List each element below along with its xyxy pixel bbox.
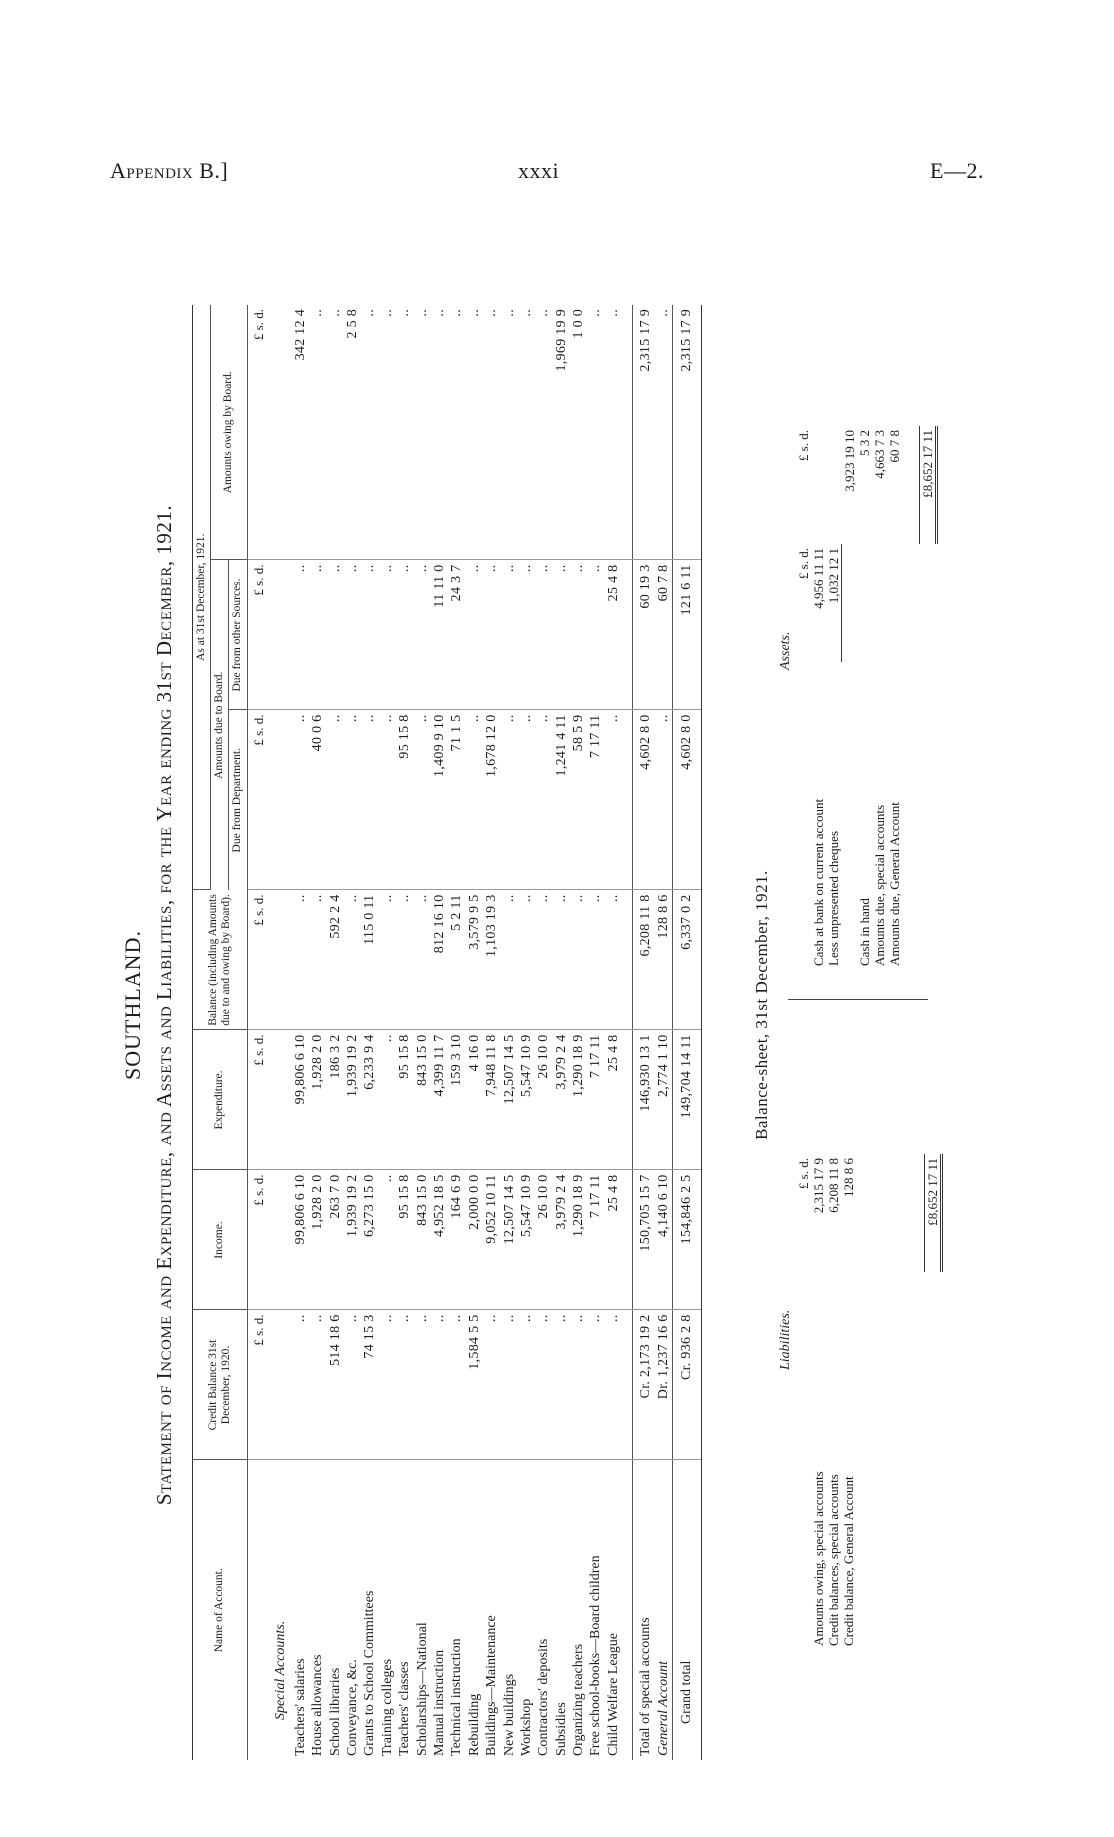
- cell-due-other: ..: [587, 560, 604, 710]
- cell-account-name: Grants to School Committees: [362, 1590, 378, 1756]
- cell-owing: ..: [483, 305, 500, 560]
- assets-heading: Assets.: [778, 631, 793, 670]
- cell-due-dept: ..: [500, 710, 517, 890]
- asset-row: [826, 426, 842, 970]
- cell-credit-balance: ..: [292, 1310, 309, 1460]
- cell-due-other: ..: [413, 560, 430, 710]
- table-row: [570, 305, 587, 1760]
- cell-balance: 1,103 19 3: [483, 890, 500, 1030]
- liability-row: [841, 1154, 856, 1650]
- section-label: Special Accounts.: [273, 1620, 289, 1720]
- cell-balance: 6,337 0 2: [672, 890, 701, 1030]
- cell-due-other: ..: [570, 560, 587, 710]
- cell-due-dept: 1,241 4 11: [553, 710, 570, 890]
- cell-credit-balance: ..: [413, 1310, 430, 1460]
- cell-due-dept: 1,409 9 10: [431, 710, 448, 890]
- cell-expenditure: 1,939 19 2: [344, 1030, 361, 1170]
- table-row: [466, 305, 483, 1760]
- col-as-at: As at 31st December, 1921.: [193, 305, 211, 890]
- cell-credit-balance: Cr. 936 2 8: [672, 1310, 701, 1460]
- cell-owing: ..: [413, 305, 430, 560]
- cell-credit-balance: ..: [587, 1310, 604, 1460]
- cell-balance: ..: [413, 890, 430, 1030]
- units-label: £ s. d.: [247, 890, 270, 1030]
- table-row: [587, 305, 604, 1760]
- cell-account-name: Buildings—Maintenance: [484, 1615, 500, 1756]
- cell-due-other: ..: [518, 560, 535, 710]
- cell-income: 2,000 0 0: [466, 1170, 483, 1310]
- cell-account-name: Workshop: [518, 1698, 534, 1756]
- cell-owing: 2,315 17 9: [633, 305, 655, 560]
- cell-income: 4,952 18 5: [431, 1170, 448, 1310]
- cell-due-dept: ..: [654, 710, 672, 890]
- table-row: [605, 305, 622, 1760]
- col-due-dept: Due from Department.: [229, 710, 247, 890]
- balance-sheet-divider: [788, 999, 928, 1000]
- table-row: [483, 305, 500, 1760]
- cell-owing: 2 5 8: [344, 305, 361, 560]
- cell-expenditure: 1,928 2 0: [309, 1030, 326, 1170]
- cell-balance: 115 0 11: [361, 890, 378, 1030]
- cell-due-dept: ..: [605, 710, 622, 890]
- cell-account-name: Conveyance, &c.: [345, 1659, 361, 1756]
- col-name: Name of Account.: [193, 1460, 248, 1760]
- cell-owing: 1,969 19 9: [553, 305, 570, 560]
- cell-expenditure: 5,547 10 9: [518, 1030, 535, 1170]
- cell-owing: ..: [605, 305, 622, 560]
- cell-account-name: Technical instruction: [449, 1638, 465, 1756]
- cell-owing: ..: [518, 305, 535, 560]
- asset-subtotal: 5 3 2: [856, 430, 872, 456]
- asset-amount: [872, 544, 887, 662]
- asset-row: [857, 426, 872, 970]
- cell-income: 95 15 8: [396, 1170, 413, 1310]
- cell-owing: ..: [309, 305, 326, 560]
- cell-due-other: 25 4 8: [605, 560, 622, 710]
- cell-income: 12,507 14 5: [500, 1170, 517, 1310]
- cell-income: ..: [379, 1170, 396, 1310]
- cell-account-name: Rebuilding: [466, 1693, 482, 1756]
- liabilities-table: [796, 1154, 943, 1650]
- asset-subtotal: 3,923 19 10: [841, 430, 857, 492]
- cell-due-other: ..: [292, 560, 309, 710]
- liability-label: Amounts owing, special accounts: [811, 1471, 826, 1646]
- cell-owing: ..: [361, 305, 378, 560]
- cell-income: 6,273 15 0: [361, 1170, 378, 1310]
- cell-income: 99,806 6 10: [292, 1170, 309, 1310]
- table-row: [431, 305, 448, 1760]
- asset-row: [811, 426, 826, 970]
- statement-title: Statement of Income and Expenditure, and Assets and Liabilities, for the Year ending 31st December, 1921.: [152, 504, 176, 1506]
- asset-subtotal: [826, 426, 842, 544]
- cell-credit-balance: ..: [570, 1310, 587, 1460]
- assets-total: £8,652 17 11: [920, 426, 937, 544]
- cell-due-dept: 40 0 6: [309, 710, 326, 890]
- cell-owing: ..: [535, 305, 552, 560]
- cell-balance: 812 16 10: [431, 890, 448, 1030]
- cell-expenditure: 3,979 2 4: [553, 1030, 570, 1170]
- cell-balance: ..: [553, 890, 570, 1030]
- col-balance: Balance (including Amounts due to and owing by Board).: [193, 890, 248, 1030]
- cell-balance: ..: [587, 890, 604, 1030]
- cell-credit-balance: ..: [518, 1310, 535, 1460]
- cell-balance: ..: [570, 890, 587, 1030]
- cell-owing: ..: [448, 305, 465, 560]
- asset-label: Amounts due, General Account: [886, 802, 902, 966]
- cell-due-dept: ..: [344, 710, 361, 890]
- cell-account-name: Grand total: [672, 1460, 701, 1760]
- cell-credit-balance: ..: [500, 1310, 517, 1460]
- cell-owing: ..: [500, 305, 517, 560]
- cell-owing: ..: [379, 305, 396, 560]
- cell-due-other: 11 11 0: [431, 560, 448, 710]
- table-row: [344, 305, 361, 1760]
- cell-account-name: New buildings: [501, 1673, 517, 1756]
- units-label: £ s. d.: [796, 430, 811, 462]
- asset-row: [842, 426, 857, 970]
- units-label: £ s. d.: [247, 305, 270, 560]
- asset-label: Less unpresented cheques: [826, 830, 842, 966]
- liability-row: [826, 1154, 841, 1650]
- asset-row: [872, 426, 887, 970]
- cell-due-dept: ..: [518, 710, 535, 890]
- cell-account-name: Training colleges: [379, 1658, 395, 1756]
- cell-credit-balance: 74 15 3: [361, 1310, 378, 1460]
- cell-credit-balance: ..: [344, 1310, 361, 1460]
- units-label: £ s. d.: [247, 1030, 270, 1170]
- cell-due-dept: ..: [361, 710, 378, 890]
- cell-income: 1,928 2 0: [309, 1170, 326, 1310]
- cell-owing: ..: [466, 305, 483, 560]
- cell-income: 154,846 2 5: [672, 1170, 701, 1310]
- units-label: £ s. d.: [247, 1310, 270, 1460]
- cell-account-name: Organizing teachers: [571, 1643, 587, 1756]
- table-row: [379, 305, 396, 1760]
- col-owing: Amounts owing by Board.: [211, 305, 247, 560]
- cell-due-other: ..: [361, 560, 378, 710]
- cell-income: 263 7 0: [326, 1170, 343, 1310]
- cell-expenditure: 6,233 9 4: [361, 1030, 378, 1170]
- cell-due-other: ..: [396, 560, 413, 710]
- cell-due-dept: ..: [379, 710, 396, 890]
- asset-amount: [842, 544, 857, 662]
- cell-credit-balance: ..: [553, 1310, 570, 1460]
- cell-owing: 2,315 17 9: [672, 305, 701, 560]
- page-title: SOUTHLAND.: [120, 930, 145, 1080]
- page-header-right: E—2.: [930, 158, 984, 183]
- cell-balance: 3,579 9 5: [466, 890, 483, 1030]
- cell-account-name: House allowances: [310, 1654, 326, 1756]
- cell-account-name: Teachers' classes: [397, 1661, 413, 1756]
- table-row: [448, 305, 465, 1760]
- table-row: [500, 305, 517, 1760]
- cell-owing: 1 0 0: [570, 305, 587, 560]
- cell-credit-balance: 1,584 5 5: [466, 1310, 483, 1460]
- cell-expenditure: 7,948 11 8: [483, 1030, 500, 1170]
- cell-due-other: ..: [483, 560, 500, 710]
- cell-account-name: Manual instruction: [431, 1649, 447, 1756]
- asset-label: [842, 662, 857, 970]
- units-label: £ s. d.: [796, 1158, 811, 1190]
- units-label: £ s. d.: [247, 710, 270, 890]
- asset-row: [887, 426, 902, 970]
- table-row: [413, 305, 430, 1760]
- cell-expenditure: 95 15 8: [396, 1030, 413, 1170]
- cell-balance: ..: [379, 890, 396, 1030]
- cell-credit-balance: Dr. 1,237 16 6: [654, 1310, 672, 1460]
- page-header-left: Appendix B.]: [110, 158, 229, 183]
- cell-income: 26 10 0: [535, 1170, 552, 1310]
- liability-amount: 2,315 17 9: [811, 1158, 826, 1214]
- liability-amount: 6,208 11 8: [826, 1158, 841, 1213]
- asset-label: Cash in hand: [856, 898, 872, 966]
- cell-income: 3,979 2 4: [553, 1170, 570, 1310]
- cell-account-name: Child Welfare League: [605, 1632, 621, 1756]
- cell-account-name: Scholarships—National: [414, 1622, 430, 1756]
- col-due-other: Due from other Sources.: [229, 560, 247, 710]
- cell-income: 1,939 19 2: [344, 1170, 361, 1310]
- cell-due-dept: ..: [326, 710, 343, 890]
- cell-expenditure: 186 3 2: [326, 1030, 343, 1170]
- cell-credit-balance: ..: [535, 1310, 552, 1460]
- cell-balance: ..: [309, 890, 326, 1030]
- cell-due-dept: ..: [292, 710, 309, 890]
- table-row: [518, 305, 535, 1760]
- cell-due-other: 24 3 7: [448, 560, 465, 710]
- col-amounts-due: Amounts due to Board.: [211, 560, 229, 890]
- cell-due-other: 60 7 8: [654, 560, 672, 710]
- cell-balance: ..: [518, 890, 535, 1030]
- cell-due-dept: 58 5 9: [570, 710, 587, 890]
- cell-income: 843 15 0: [413, 1170, 430, 1310]
- cell-due-dept: 1,678 12 0: [483, 710, 500, 890]
- cell-income: 150,705 15 7: [633, 1170, 655, 1310]
- cell-due-other: ..: [500, 560, 517, 710]
- col-income: Income.: [193, 1170, 248, 1310]
- cell-account-name: School libraries: [327, 1667, 343, 1756]
- cell-due-dept: 4,602 8 0: [672, 710, 701, 890]
- cell-credit-balance: ..: [605, 1310, 622, 1460]
- cell-account-name: Contractors' deposits: [536, 1638, 552, 1756]
- cell-account-name: Teachers' salaries: [292, 1658, 308, 1756]
- cell-income: 1,290 18 9: [570, 1170, 587, 1310]
- cell-account-name: Free school-books—Board children: [588, 1555, 604, 1756]
- cell-due-dept: 71 1 5: [448, 710, 465, 890]
- table-row: [396, 305, 413, 1760]
- cell-due-other: ..: [379, 560, 396, 710]
- cell-expenditure: 7 17 11: [587, 1030, 604, 1170]
- liability-label: Credit balances, special accounts: [826, 1474, 841, 1646]
- cell-credit-balance: ..: [431, 1310, 448, 1460]
- cell-expenditure: ..: [379, 1030, 396, 1170]
- asset-subtotal: 60 7 8: [886, 430, 902, 463]
- asset-subtotal: 4,663 7 3: [871, 430, 887, 479]
- cell-expenditure: 25 4 8: [605, 1030, 622, 1170]
- cell-owing: 342 12 4: [292, 305, 309, 560]
- cell-credit-balance: 514 18 6: [326, 1310, 343, 1460]
- cell-due-dept: 4,602 8 0: [633, 710, 655, 890]
- cell-due-other: ..: [535, 560, 552, 710]
- table-row: [326, 305, 343, 1760]
- assets-table: [796, 426, 938, 970]
- asset-label: Amounts due, special accounts: [871, 804, 887, 966]
- asset-amount: 4,956 11 11: [811, 548, 826, 609]
- cell-due-dept: ..: [413, 710, 430, 890]
- units-label: £ s. d.: [247, 1170, 270, 1310]
- cell-balance: ..: [344, 890, 361, 1030]
- cell-due-other: ..: [466, 560, 483, 710]
- cell-expenditure: 4,399 11 7: [431, 1030, 448, 1170]
- liabilities-total: £8,652 17 11: [924, 1154, 941, 1272]
- cell-balance: ..: [396, 890, 413, 1030]
- cell-due-other: 121 6 11: [672, 560, 701, 710]
- cell-expenditure: 149,704 14 11: [672, 1030, 701, 1170]
- cell-balance: ..: [535, 890, 552, 1030]
- cell-balance: 5 2 11: [448, 890, 465, 1030]
- liability-label: Credit balance, General Account: [841, 1476, 856, 1646]
- cell-due-dept: ..: [466, 710, 483, 890]
- col-credit-balance: Credit Balance 31st December, 1920.: [193, 1310, 248, 1460]
- cell-credit-balance: ..: [448, 1310, 465, 1460]
- total-row: [654, 305, 672, 1760]
- cell-owing: ..: [587, 305, 604, 560]
- cell-expenditure: 159 3 10: [448, 1030, 465, 1170]
- table-row: [292, 305, 309, 1760]
- cell-income: 164 6 9: [448, 1170, 465, 1310]
- cell-owing: ..: [431, 305, 448, 560]
- cell-credit-balance: Cr. 2,173 19 2: [633, 1310, 655, 1460]
- cell-owing: ..: [396, 305, 413, 560]
- cell-due-other: ..: [553, 560, 570, 710]
- cell-expenditure: 99,806 6 10: [292, 1030, 309, 1170]
- table-row: [309, 305, 326, 1760]
- cell-owing: ..: [654, 305, 672, 560]
- liabilities-heading: Liabilities.: [778, 1309, 793, 1370]
- total-row: [633, 305, 655, 1760]
- cell-balance: ..: [605, 890, 622, 1030]
- grand-total-row: [672, 305, 701, 1760]
- cell-balance: 6,208 11 8: [633, 890, 655, 1030]
- cell-balance: 592 2 4: [326, 890, 343, 1030]
- cell-account-name: Total of special accounts: [633, 1460, 655, 1760]
- cell-expenditure: 4 16 0: [466, 1030, 483, 1170]
- cell-credit-balance: ..: [396, 1310, 413, 1460]
- table-row: [553, 305, 570, 1760]
- asset-amount: 1,032 12 1: [826, 548, 841, 604]
- liability-row: [811, 1154, 826, 1650]
- asset-subtotal: [811, 426, 826, 544]
- table-row: [535, 305, 552, 1760]
- cell-due-other: ..: [309, 560, 326, 710]
- cell-income: 9,052 10 11: [483, 1170, 500, 1310]
- liability-amount: 128 8 6: [841, 1158, 856, 1197]
- cell-due-dept: 7 17 11: [587, 710, 604, 890]
- cell-income: 5,547 10 9: [518, 1170, 535, 1310]
- cell-credit-balance: ..: [483, 1310, 500, 1460]
- statement-table: [192, 305, 702, 1760]
- table-row: [361, 305, 378, 1760]
- asset-amount: [887, 544, 902, 662]
- cell-expenditure: 2,774 1 10: [654, 1030, 672, 1170]
- cell-due-other: ..: [326, 560, 343, 710]
- cell-income: 4,140 6 10: [654, 1170, 672, 1310]
- cell-due-other: 60 19 3: [633, 560, 655, 710]
- page-number: xxxi: [518, 158, 560, 183]
- cell-expenditure: 843 15 0: [413, 1030, 430, 1170]
- cell-account-name: General Account: [655, 1661, 671, 1756]
- cell-expenditure: 12,507 14 5: [500, 1030, 517, 1170]
- asset-amount: [857, 544, 872, 662]
- cell-balance: ..: [292, 890, 309, 1030]
- rotated-page: [112, 220, 992, 1790]
- cell-owing: ..: [326, 305, 343, 560]
- cell-income: 25 4 8: [605, 1170, 622, 1310]
- cell-expenditure: 1,290 18 9: [570, 1030, 587, 1170]
- units-label: £ s. d.: [796, 548, 811, 580]
- cell-credit-balance: ..: [379, 1310, 396, 1460]
- cell-credit-balance: ..: [309, 1310, 326, 1460]
- cell-balance: 128 8 6: [654, 890, 672, 1030]
- units-label: £ s. d.: [247, 560, 270, 710]
- cell-due-other: ..: [344, 560, 361, 710]
- cell-due-dept: ..: [535, 710, 552, 890]
- cell-account-name: Subsidies: [553, 1702, 569, 1756]
- balance-sheet-title: Balance-sheet, 31st December, 1921.: [752, 870, 771, 1140]
- cell-due-dept: 95 15 8: [396, 710, 413, 890]
- cell-income: 7 17 11: [587, 1170, 604, 1310]
- asset-label: Cash at bank on current account: [811, 798, 826, 966]
- col-expenditure: Expenditure.: [193, 1030, 248, 1170]
- cell-balance: ..: [500, 890, 517, 1030]
- cell-expenditure: 146,930 13 1: [633, 1030, 655, 1170]
- cell-expenditure: 26 10 0: [535, 1030, 552, 1170]
